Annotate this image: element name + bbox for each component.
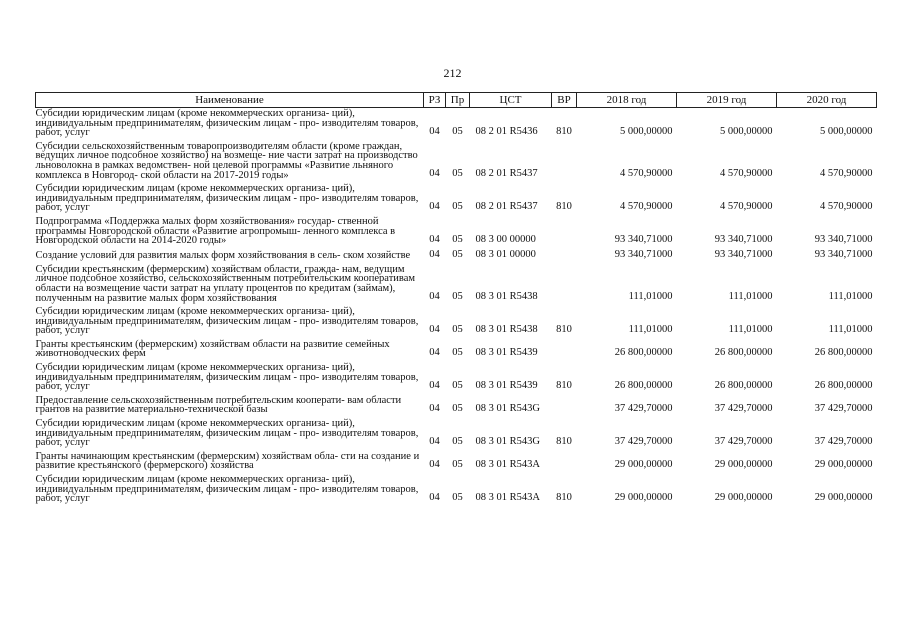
row-name: Гранты крестьянским (фермерским) хозяйствам области на развитие семейных животноводческих ферм — [35, 338, 390, 360]
row-rz: 04 — [429, 233, 440, 245]
row-pr: 05 — [452, 233, 463, 245]
row-name: Субсидии юридическим лицам (кроме некоммерческих организа- ций), индивидуальным предпринимателям, физическим лицам - про- изводителям товаров, работ, услуг — [35, 108, 419, 139]
row-amount-2020: 29 000,00000 — [814, 459, 873, 470]
row-pr: 05 — [452, 125, 463, 137]
row-amount-2020: 26 800,00000 — [814, 379, 873, 391]
row-amount-2018: 26 800,00000 — [614, 379, 673, 391]
row-cst: 08 2 01 R5436 — [475, 125, 538, 137]
row-amount-2019: 29 000,00000 — [714, 491, 773, 503]
row-name: Субсидии юридическим лицам (кроме некоммерческих организа- ций), индивидуальным предпринимателям, физическим лицам - про- изводителям товаров, работ, услуг — [35, 418, 419, 449]
row-amount-2019: 5 000,00000 — [720, 125, 773, 137]
row-cst: 08 3 00 00000 — [475, 233, 536, 245]
page-number: 212 — [443, 66, 462, 80]
row-amount-2018: 29 000,00000 — [614, 459, 673, 470]
table-row — [36, 249, 877, 264]
row-rz: 04 — [429, 347, 440, 359]
row-rz: 04 — [429, 435, 440, 447]
row-amount-2018: 93 340,71000 — [614, 248, 673, 260]
row-rz: 04 — [429, 379, 440, 391]
row-cst: 08 3 01 R543A — [475, 459, 540, 470]
row-amount-2018: 5 000,00000 — [620, 125, 673, 137]
row-vr — [552, 395, 577, 418]
row-amount-2019: 111,01000 — [728, 323, 773, 335]
row-cst: 08 3 01 R543G — [475, 403, 540, 415]
row-name: Субсидии юридическим лицам (кроме некоммерческих организа- ций), индивидуальным предпринимателям, физическим лицам - про- изводителям товаров, работ, услуг — [35, 306, 419, 337]
row-cst: 08 3 01 R5439 — [475, 347, 538, 359]
row-pr: 05 — [452, 491, 463, 503]
row-amount-2020: 37 429,70000 — [814, 435, 873, 447]
row-rz: 04 — [429, 248, 440, 260]
row-name: Подпрограмма «Поддержка малых форм хозяйствования» государ- ственной программы Новгородской области «Развитие агропромыш- ленного комплекса в Новгородской области на 2014-2020 годы» — [35, 215, 396, 247]
row-name: Субсидии юридическим лицам (кроме некоммерческих организа- ций), индивидуальным предпринимателям, физическим лицам - про- изводителям товаров, работ, услуг — [35, 474, 419, 505]
row-amount-2020: 5 000,00000 — [820, 125, 873, 137]
row-amount-2019: 26 800,00000 — [714, 379, 773, 391]
row-name: Предоставление сельскохозяйственным потребительским кооперати- вам области грантов на развитие материально-технической базы — [35, 394, 402, 416]
row-rz: 04 — [429, 168, 440, 180]
row-amount-2020: 4 570,90000 — [820, 168, 873, 180]
row-vr: 810 — [556, 323, 572, 335]
row-rz: 04 — [429, 291, 440, 303]
row-amount-2020: 93 340,71000 — [814, 233, 873, 245]
row-amount-2018: 26 800,00000 — [614, 347, 673, 359]
row-amount-2018: 111,01000 — [628, 323, 673, 335]
row-rz: 04 — [429, 403, 440, 415]
row-pr: 05 — [452, 403, 463, 415]
row-amount-2018: 29 000,00000 — [614, 491, 673, 503]
table-row — [36, 474, 877, 507]
row-pr: 05 — [452, 168, 463, 180]
row-amount-2019: 37 429,70000 — [714, 403, 773, 415]
row-cst: 08 3 01 R543A — [475, 491, 540, 503]
row-vr: 810 — [556, 379, 572, 391]
row-amount-2020: 93 340,71000 — [814, 248, 873, 260]
table-header-row — [36, 93, 877, 108]
row-name: Субсидии крестьянским (фермерским) хозяйствам области, гражда- нам, ведущим личное подсобное хозяйство, сельскохозяйственным потребительским кооперативам области на возмещение части затрат на уплату процентов по кредитам (займам), полученным на развитие малых форм хозяйствования — [35, 263, 416, 304]
row-amount-2019: 26 800,00000 — [714, 347, 773, 359]
row-cst: 08 3 01 R543G — [475, 435, 540, 447]
row-vr: 810 — [556, 125, 572, 137]
row-vr — [552, 451, 577, 474]
row-amount-2020: 26 800,00000 — [814, 347, 873, 359]
row-rz: 04 — [429, 125, 440, 137]
row-amount-2018: 37 429,70000 — [614, 435, 673, 447]
row-vr: 810 — [556, 491, 572, 503]
row-pr: 05 — [452, 323, 463, 335]
row-cst: 08 3 01 R5438 — [475, 291, 538, 303]
row-name: Субсидии сельскохозяйственным товаропроизводителям области (кроме граждан, ведущих личное подсобное хозяйство) на возмеще- ние части затрат на производство льноволокна в рамках ведомствен- ной целевой программы «Развитие льняного комплекса в Новгород- ской области на 2017-2019 годы» — [35, 140, 418, 181]
row-amount-2019: 111,01000 — [728, 291, 773, 303]
column-header-cst: ЦСТ — [470, 93, 552, 108]
table-row — [36, 418, 877, 451]
row-pr: 05 — [452, 459, 463, 470]
row-amount-2018: 4 570,90000 — [620, 168, 673, 180]
row-amount-2019: 29 000,00000 — [714, 459, 773, 470]
row-vr — [552, 141, 577, 183]
row-vr — [552, 339, 577, 362]
row-vr: 810 — [556, 435, 572, 447]
column-header-rz: РЗ — [424, 93, 446, 108]
row-vr — [552, 249, 577, 264]
row-name: Субсидии юридическим лицам (кроме некоммерческих организа- ций), индивидуальным предпринимателям, физическим лицам - про- изводителям товаров, работ, услуг — [35, 362, 419, 393]
table-body — [36, 108, 877, 507]
row-cst: 08 2 01 R5437 — [475, 168, 538, 180]
column-header-2019: 2019 год — [677, 93, 777, 108]
table-row — [36, 451, 877, 474]
table-row — [36, 395, 877, 418]
row-amount-2020: 29 000,00000 — [814, 491, 873, 503]
row-amount-2020: 111,01000 — [828, 291, 873, 303]
column-header-pr: Пр — [446, 93, 470, 108]
row-name: Гранты начинающим крестьянским (фермерским) хозяйствам обла- сти на создание и развитие крестьянского (фермерского) хозяйства — [35, 450, 420, 472]
row-rz: 04 — [429, 459, 440, 470]
row-pr: 05 — [452, 435, 463, 447]
row-cst: 08 2 01 R5437 — [475, 200, 538, 212]
column-header-2018: 2018 год — [577, 93, 677, 108]
row-amount-2019: 93 340,71000 — [714, 233, 773, 245]
row-cst: 08 3 01 R5439 — [475, 379, 538, 391]
row-pr: 05 — [452, 200, 463, 212]
row-pr: 05 — [452, 248, 463, 260]
table-row — [36, 264, 877, 306]
row-rz: 04 — [429, 491, 440, 503]
table-row — [36, 306, 877, 339]
row-name: Создание условий для развития малых форм хозяйствования в сель- ском хозяйстве — [35, 250, 411, 262]
table-row — [36, 183, 877, 216]
row-rz: 04 — [429, 323, 440, 335]
row-amount-2020: 37 429,70000 — [814, 403, 873, 415]
table-row — [36, 141, 877, 183]
row-pr: 05 — [452, 347, 463, 359]
row-amount-2019: 37 429,70000 — [714, 435, 773, 447]
row-vr — [552, 264, 577, 306]
table-row — [36, 362, 877, 395]
row-pr: 05 — [452, 379, 463, 391]
row-name: Субсидии юридическим лицам (кроме некоммерческих организа- ций), индивидуальным предпринимателям, физическим лицам - про- изводителям товаров, работ, услуг — [35, 183, 419, 214]
row-amount-2019: 4 570,90000 — [720, 200, 773, 212]
column-header-2020: 2020 год — [777, 93, 877, 108]
column-header-name: Наименование — [36, 93, 424, 108]
row-amount-2018: 111,01000 — [628, 291, 673, 303]
row-amount-2018: 37 429,70000 — [614, 403, 673, 415]
table-row — [36, 108, 877, 141]
budget-table — [35, 92, 877, 507]
table-row — [36, 216, 877, 249]
row-rz: 04 — [429, 200, 440, 212]
row-cst: 08 3 01 R5438 — [475, 323, 538, 335]
row-amount-2019: 4 570,90000 — [720, 168, 773, 180]
row-amount-2019: 93 340,71000 — [714, 248, 773, 260]
row-amount-2018: 93 340,71000 — [614, 233, 673, 245]
row-amount-2020: 4 570,90000 — [820, 200, 873, 212]
row-vr: 810 — [556, 200, 572, 212]
row-amount-2020: 111,01000 — [828, 323, 873, 335]
row-vr — [552, 216, 577, 249]
column-header-vr: ВР — [552, 93, 577, 108]
row-amount-2018: 4 570,90000 — [620, 200, 673, 212]
row-cst: 08 3 01 00000 — [475, 248, 536, 260]
table-row — [36, 339, 877, 362]
row-pr: 05 — [452, 291, 463, 303]
